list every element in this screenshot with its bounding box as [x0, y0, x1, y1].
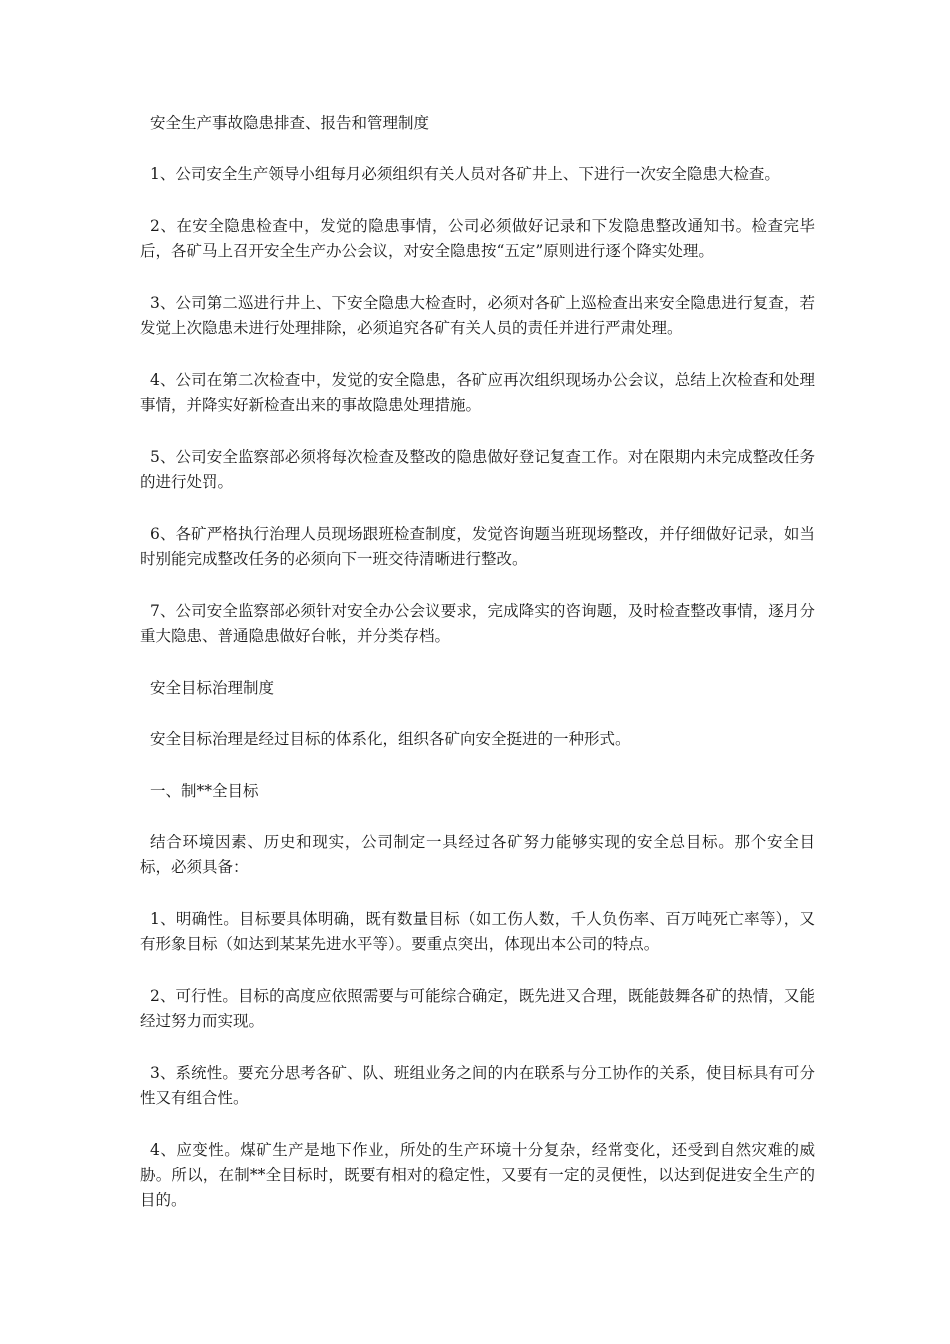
paragraph-item-7: 7、公司安全监察部必须针对安全办公会议要求，完成降实的咨询题，及时检查整改事情，逐月分重大隐患、普通隐患做好台帐，并分类存档。	[140, 602, 815, 645]
paragraph-item-6: 6、各矿严格执行治理人员现场跟班检查制度，发觉咨询题当班现场整改，并仔细做好记录，如当时别能完成整改任务的必须向下一班交待清晰进行整改。	[140, 525, 815, 568]
paragraph-intro: 安全目标治理是经过目标的体系化，组织各矿向安全挺进的一种形式。	[150, 730, 631, 748]
paragraph-goal-requirements: 结合环境因素、历史和现实，公司制定一具经过各矿努力能够实现的安全总目标。那个安全目标，必须具备：	[140, 833, 815, 876]
paragraph-goal-1: 1、明确性。目标要具体明确，既有数量目标（如工伤人数，千人负伤率、百万吨死亡率等），又有形象目标（如达到某某先进水平等）。要重点突出，体现出本公司的特点。	[140, 910, 815, 953]
paragraph-item-3: 3、公司第二巡进行井上、下安全隐患大检查时，必须对各矿上巡检查出来安全隐患进行复查，若发觉上次隐患未进行处理排除，必须追究各矿有关人员的责任并进行严肃处理。	[140, 294, 815, 337]
paragraph-item-4: 4、公司在第二次检查中，发觉的安全隐患，各矿应再次组织现场办公会议，总结上次检查和处理事情，并降实好新检查出来的事故隐患处理措施。	[140, 371, 815, 414]
paragraph-item-2: 2、在安全隐患检查中，发觉的隐患事情，公司必须做好记录和下发隐患整改通知书。检查完毕后，各矿马上召开安全生产办公会议，对安全隐患按“五定”原则进行逐个降实处理。	[140, 217, 815, 260]
paragraph-goal-3: 3、系统性。要充分思考各矿、队、班组业务之间的内在联系与分工协作的关系，使目标具有可分性又有组合性。	[140, 1064, 815, 1107]
paragraph-goal-2: 2、可行性。目标的高度应依照需要与可能综合确定，既先进又合理，既能鼓舞各矿的热情，又能经过努力而实现。	[140, 987, 815, 1030]
document-page	[140, 111, 815, 1240]
paragraph-goal-4: 4、应变性。煤矿生产是地下作业，所处的生产环境十分复杂，经常变化，还受到自然灾难的威胁。所以，在制**全目标时，既要有相对的稳定性，又要有一定的灵便性，以达到促进安全生产的目的。	[140, 1141, 815, 1209]
paragraph-item-5: 5、公司安全监察部必须将每次检查及整改的隐患做好登记复查工作。对在限期内未完成整改任务的进行处罚。	[140, 448, 815, 491]
paragraph-item-1: 1、公司安全生产领导小组每月必须组织有关人员对各矿井上、下进行一次安全隐患大检查。	[150, 165, 780, 183]
section-title-safety-goals: 安全目标治理制度	[150, 679, 275, 697]
subsection-title-set-goals: 一、制**全目标	[150, 782, 259, 800]
section-title-hazard-management: 安全生产事故隐患排查、报告和管理制度	[150, 114, 430, 132]
